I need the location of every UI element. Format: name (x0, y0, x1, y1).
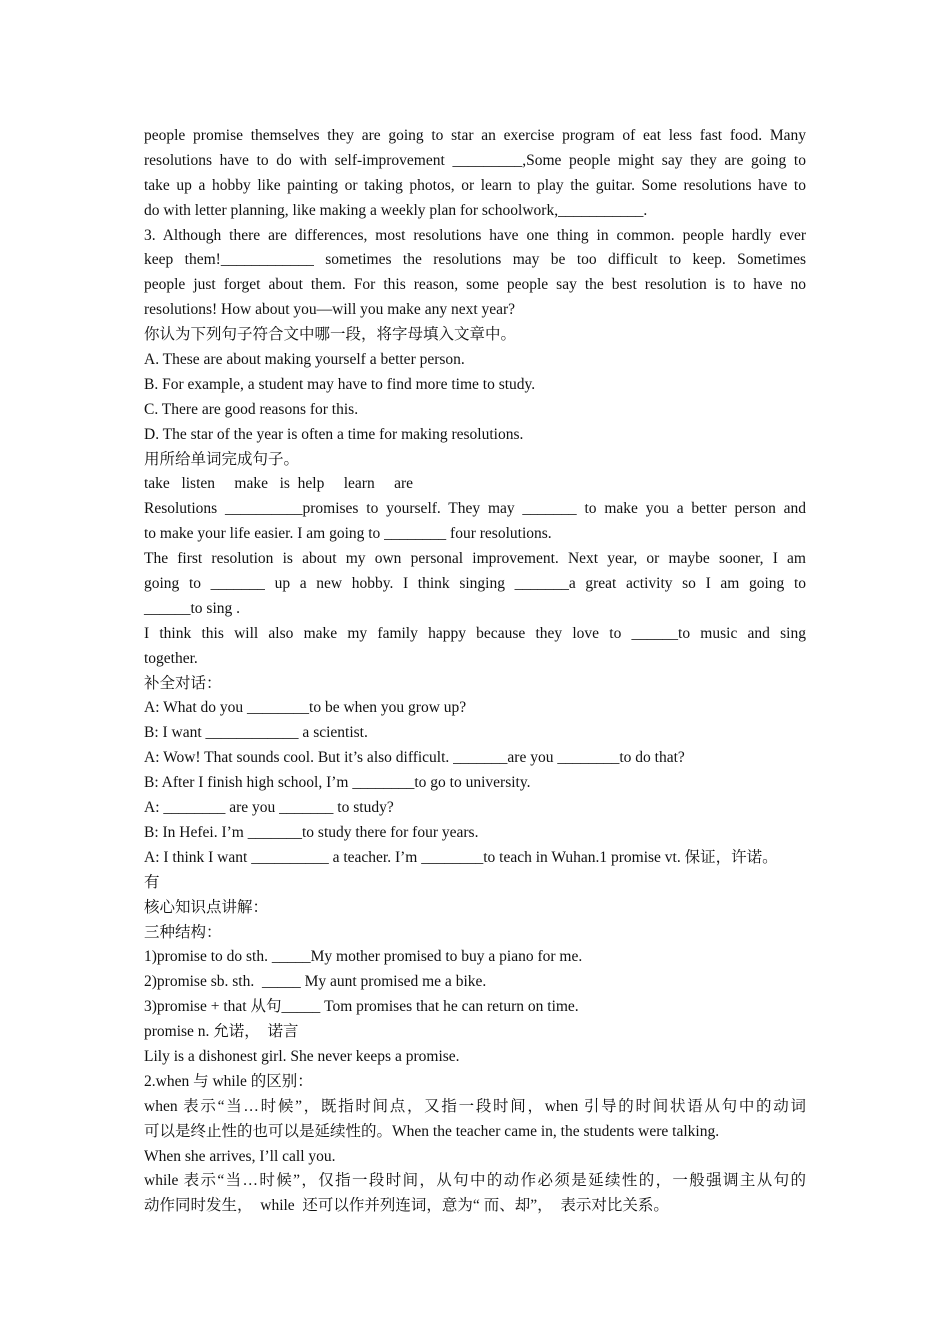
paragraph-3-line: people just forget about them. For this reason, some people say the best resolution is to have no (144, 276, 806, 294)
dialogue-line: A: I think I want __________ a teacher. I’m ________to teach in Wuhan.1 promise vt. 保证，许诺。 (144, 848, 778, 866)
option-b: B. For example, a student may have to find more time to study. (144, 375, 536, 393)
paragraph-3-line: keep them!____________ sometimes the resolutions may be too difficult to keep. Sometimes (144, 251, 806, 269)
paragraph-3-line: resolutions! How about you—will you make any next year? (144, 301, 516, 319)
grammar-line: When she arrives, I’ll call you. (144, 1147, 336, 1165)
word-bank: take listen make is help learn are (144, 475, 414, 493)
paragraph-line: do with letter planning, like making a weekly plan for schoolwork,___________. (144, 201, 648, 219)
paragraph-3-line: 3. Although there are differences, most resolutions have one thing in common. people hardly ever (144, 226, 806, 244)
exercise-line: I think this will also make my family happy because they love to ______to music and sing (144, 624, 806, 642)
section-heading: 核心知识点讲解： (144, 898, 269, 916)
instruction-heading: 你认为下列句子符合文中哪一段，将字母填入文章中。 (144, 326, 517, 344)
grammar-line: 动作同时发生， while 还可以作并列连词，意为“ 而、却”， 表示对比关系。 (144, 1197, 669, 1215)
dialogue-line: B: After I finish high school, I’m ________to go to university. (144, 774, 531, 792)
section-heading: 三种结构： (144, 923, 222, 941)
grammar-line: when 表示“当…时候”，既指时间点，又指一段时间，when 引导的时间状语从句中的动词 (144, 1097, 806, 1115)
grammar-line: promise n. 允诺， 诺言 (144, 1023, 299, 1041)
document-page (144, 124, 806, 1219)
dialogue-line: B: I want ____________ a scientist. (144, 724, 368, 742)
option-a: A. These are about making yourself a better person. (144, 351, 465, 369)
exercise-line: to make your life easier. I am going to ________ four resolutions. (144, 525, 552, 543)
grammar-line: 1)promise to do sth. _____My mother promised to buy a piano for me. (144, 948, 583, 966)
exercise-line: The first resolution is about my own personal improvement. Next year, or maybe sooner, I am (144, 550, 806, 568)
instruction-heading: 补全对话： (144, 674, 222, 692)
grammar-line: 2)promise sb. sth. _____ My aunt promised me a bike. (144, 973, 487, 991)
grammar-line: 可以是终止性的也可以是延续性的。When the teacher came in, the students were talking. (144, 1122, 720, 1140)
dialogue-line: A: What do you ________to be when you grow up? (144, 699, 467, 717)
dialogue-line: A: ________ are you _______ to study? (144, 799, 394, 817)
dialogue-line: A: Wow! That sounds cool. But it’s also difficult. _______are you ________to do that? (144, 749, 685, 767)
instruction-heading: 用所给单词完成句子。 (144, 450, 300, 468)
grammar-line: while 表示“当…时候”，仅指一段时间，从句中的动作必须是延续性的，一般强调主从句的 (144, 1172, 806, 1190)
grammar-heading: 2.when 与 while 的区别： (144, 1072, 313, 1090)
dialogue-line: B: In Hefei. I’m _______to study there for four years. (144, 823, 479, 841)
dialogue-line: 有 (144, 873, 160, 891)
exercise-line: together. (144, 649, 198, 667)
paragraph-line: resolutions have to do with self-improvement _________,Some people might say they are going to (144, 151, 806, 169)
grammar-line: Lily is a dishonest girl. She never keeps a promise. (144, 1047, 460, 1065)
option-d: D. The star of the year is often a time for making resolutions. (144, 425, 524, 443)
option-c: C. There are good reasons for this. (144, 400, 359, 418)
grammar-line: 3)promise + that 从句_____ Tom promises that he can return on time. (144, 998, 579, 1016)
exercise-line: Resolutions __________promises to yourself. They may _______ to make you a better person and (144, 500, 806, 518)
paragraph-line: take up a hobby like painting or taking photos, or learn to play the guitar. Some resolutions have to (144, 176, 806, 194)
paragraph-line: people promise themselves they are going to star an exercise program of eat less fast food. Many (144, 127, 806, 144)
exercise-line: ______to sing . (144, 599, 241, 617)
exercise-line: going to _______ up a new hobby. I think singing _______a great activity so I am going to (144, 575, 806, 593)
